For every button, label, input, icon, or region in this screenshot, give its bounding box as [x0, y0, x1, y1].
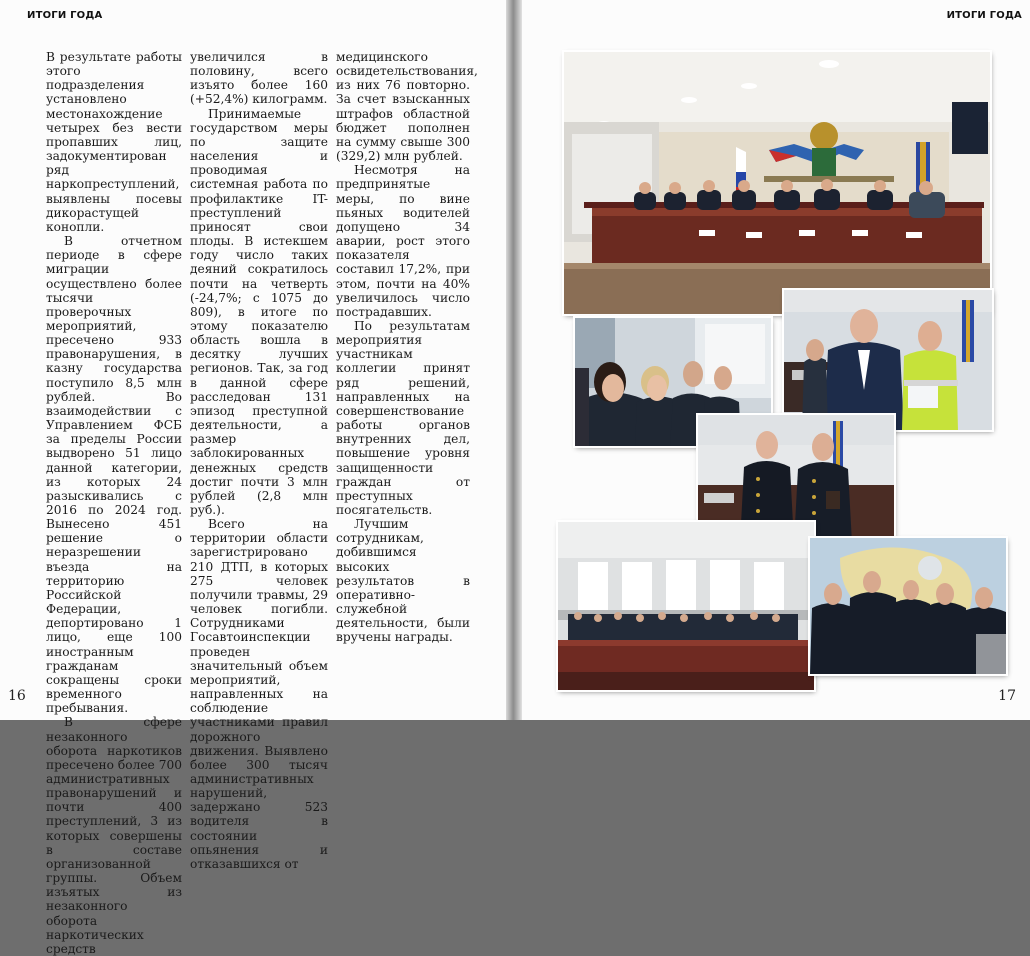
paragraph: По результатам мероприятия участникам коллегии принят ряд решений, направленных на совершенствование работы органов внутренних дел, повышение уровня защищенности граждан от преступных посягательств. — [336, 318, 470, 517]
paragraph: увеличился в половину, всего изъято более 160 (+52,4%) килограмм. — [190, 50, 328, 107]
book-gutter — [506, 0, 522, 720]
photo-award-ceremony — [784, 290, 992, 430]
text-column-1 — [46, 50, 182, 956]
page-number-left: 16 — [8, 688, 26, 704]
paragraph: Принимаемые государством меры по защите населения и проводимая системная работа по профилактике IT- преступлений приносят свои плоды. В истекшем году число таких деяний сократилось почти на четверть (-24,7%; с 1075 до 809), в итоге по этому показателю область вошла в десятку лучших регионов. Так, за год в данной сфере расследован 131 эпизод преступной деятельности, а размер заблокированных денежных средств достиг почти 3 млн рублей (2,8 млн руб.). — [190, 106, 328, 517]
left-page-header: ИТОГИ ГОДА — [27, 10, 103, 21]
text-column-2 — [190, 50, 328, 871]
paragraph: медицинского освидетельствования, из них 76 повторно. За счет взысканных штрафов областной бюджет пополнен на сумму свыше 300 (329,2) млн рублей. — [336, 50, 478, 164]
page-number-right: 17 — [998, 688, 1016, 704]
paragraph: В отчетном периоде в сфере миграции осуществлено более тысячи проверочных мероприятий, пресечено 933 правонарушения, в казну государства поступило 8,5 млн рублей. Во взаимодействии с Управлением ФСБ за пределы России выдворено 51 лицо данной категории, из которых 24 разыскивались с 2016 по 2024 год. Вынесено 451 решение о неразрешении въезда на территорию Российской Федерации, депортировано 1 лицо, еще 100 иностранным гражданам сокращены сроки временного пребывания. — [46, 234, 182, 716]
left-page — [0, 0, 506, 956]
paragraph: Лучшим сотрудникам, добившимся высоких результатов в оперативно-служебной деятельности, были вручены награды. — [336, 517, 470, 645]
paragraph: Несмотря на предпринятые меры, по вине пьяных водителей допущено 34 аварии, рост этого показателя составил 17,2%, при этом, почти на 40% увеличилось число пострадавших. — [336, 163, 470, 319]
paragraph: Всего на территории области зарегистрировано 210 ДТП, в которых 275 человек получили травмы, 29 человек погибли. Сотрудниками Госавтоинспекции проведен значительный объем мероприятий, направленных на соблюдение участниками правил дорожного движения. Выявлено более 300 тысяч административных нарушений, задержано 523 водителя в состоянии опьянения и отказавшихся от — [190, 517, 328, 871]
right-page-header: ИТОГИ ГОДА — [946, 10, 1022, 21]
text-column-3 — [336, 50, 478, 645]
paragraph: В сфере незаконного оборота наркотиков пресечено более 700 административных правонарушений и почти 400 преступлений, 3 из которых совершены в составе организованной группы. Объем изъятых из незаконного оборота наркотических средств — [46, 715, 182, 956]
photo-officers-map — [810, 538, 1006, 674]
photo-hall-audience — [558, 522, 814, 690]
right-page — [522, 0, 1030, 720]
paragraph: В результате работы этого подразделения установлено местонахождение четырех без вести пропавших лиц, задокументирован ряд наркопреступлений, выявлены посевы дикорастущей конопли. — [46, 50, 182, 234]
photo-conference-presidium — [564, 52, 990, 314]
